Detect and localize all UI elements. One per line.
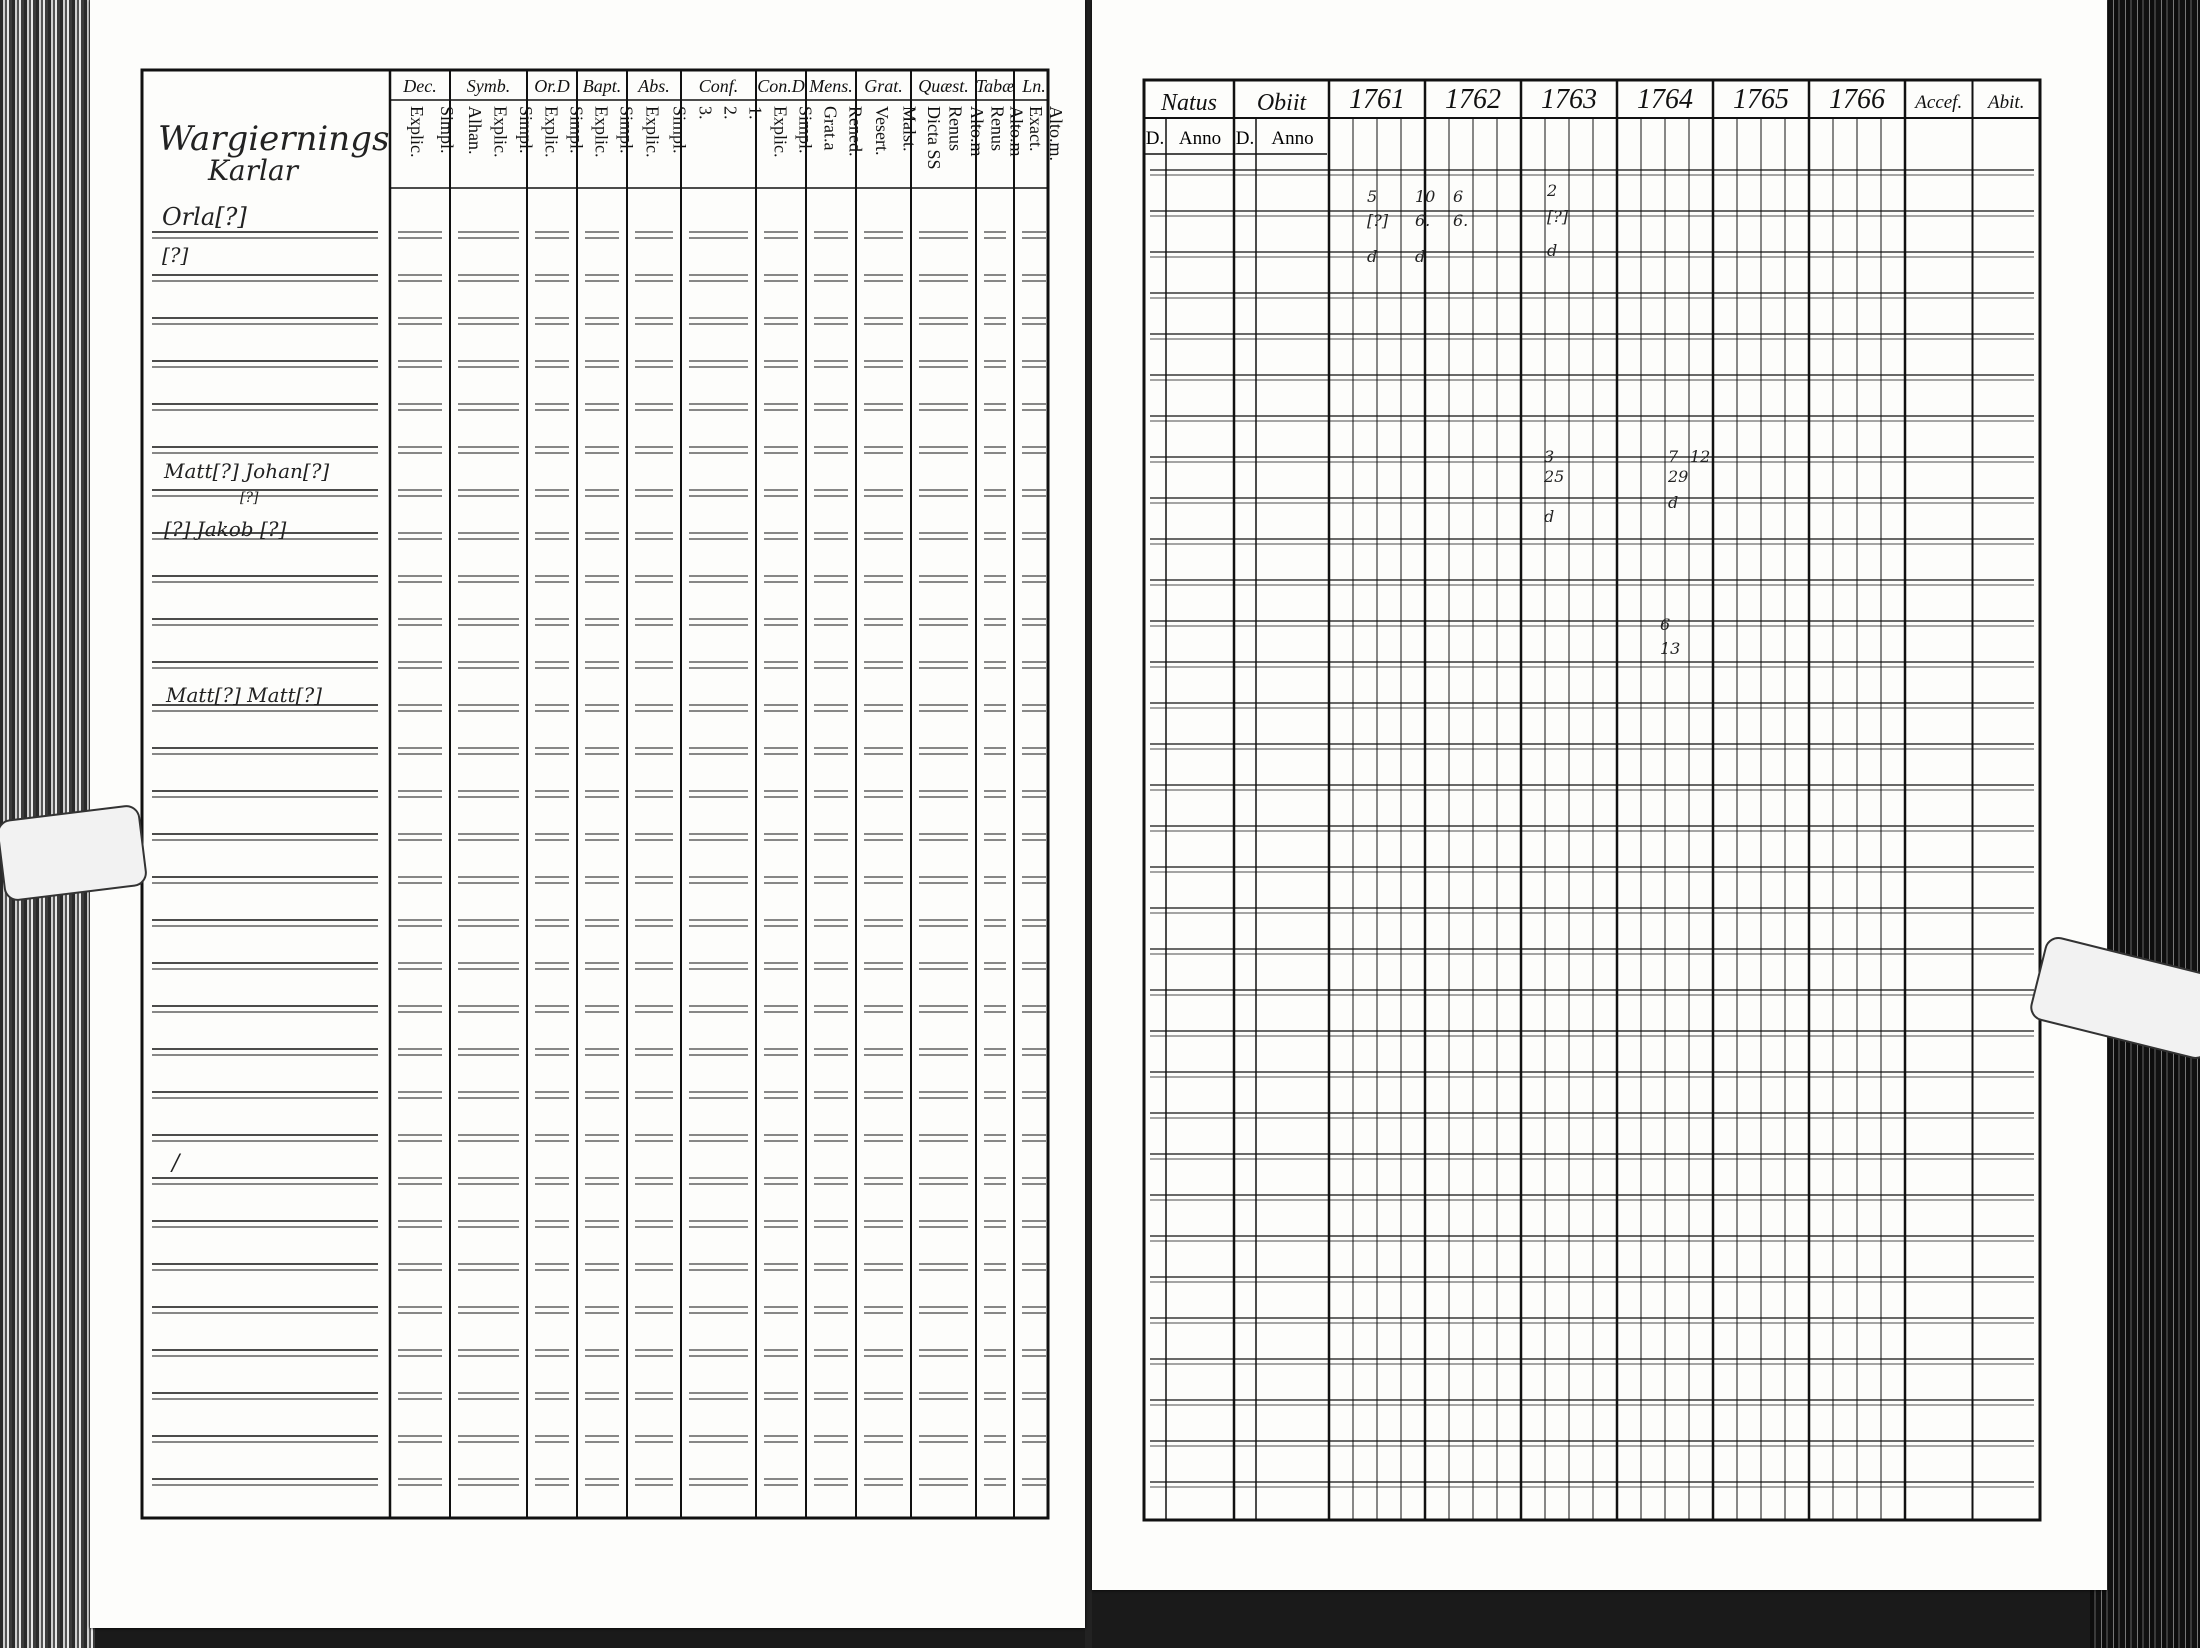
column-subheader: Dicta SS bbox=[923, 106, 944, 170]
column-header: Abs. bbox=[638, 76, 670, 96]
column-subheader: Exact. bbox=[1026, 106, 1046, 152]
column-subheader: Simpl. bbox=[516, 106, 537, 154]
left-register-table bbox=[90, 0, 1085, 1628]
page-title-line2: Karlar bbox=[208, 154, 299, 187]
column-subheader: Alto.m. bbox=[1046, 106, 1066, 162]
register-mark: 6 bbox=[1453, 187, 1464, 206]
register-entry: Matt[?] Matt[?] bbox=[166, 683, 322, 707]
column-subheader: Renus bbox=[987, 106, 1008, 151]
register-entry: [?] bbox=[162, 243, 189, 267]
register-mark: 7 bbox=[1668, 447, 1679, 466]
subheader-year: Anno bbox=[1178, 128, 1222, 149]
column-subheader: Grat.a bbox=[820, 106, 841, 151]
column-header: Con.D bbox=[757, 76, 805, 96]
register-mark: d bbox=[1668, 493, 1679, 512]
year-header: 1766 bbox=[1829, 84, 1885, 115]
year-header: 1761 bbox=[1349, 84, 1405, 115]
register-mark: 6 bbox=[1660, 615, 1671, 634]
column-subheader: Alhan. bbox=[464, 106, 485, 155]
column-subheader: Alto.m bbox=[1006, 106, 1027, 157]
register-mark: d bbox=[1547, 241, 1558, 260]
tail-header: Abit. bbox=[1988, 92, 2025, 113]
column-header: Mens. bbox=[809, 76, 853, 96]
register-mark: 10 bbox=[1415, 187, 1436, 206]
year-header: 1765 bbox=[1733, 84, 1789, 115]
register-mark: 12 bbox=[1690, 447, 1711, 466]
register-entry: Matt[?] Johan[?] bbox=[164, 459, 330, 483]
register-mark: 6. bbox=[1453, 211, 1469, 230]
book-gutter bbox=[1085, 0, 1092, 1648]
column-subheader: Simpl. bbox=[616, 106, 637, 154]
column-subheader: Simpl. bbox=[669, 106, 690, 154]
column-subheader: 2. bbox=[720, 106, 741, 120]
column-subheader: Alto.m bbox=[967, 106, 988, 157]
subheader-year: Anno bbox=[1271, 128, 1314, 149]
register-entry: [?] Jakob [?] bbox=[164, 517, 287, 541]
register-entry: [?] bbox=[240, 490, 259, 506]
column-header: Tabæ bbox=[975, 76, 1015, 96]
column-header: Or.D bbox=[534, 76, 570, 96]
register-mark: 6. bbox=[1415, 211, 1431, 230]
column-subheader: Explic. bbox=[407, 106, 427, 158]
column-subheader: Renus bbox=[945, 106, 966, 151]
register-mark: d bbox=[1367, 247, 1378, 266]
column-header: Bapt. bbox=[582, 76, 622, 96]
thumb-holding-page-left bbox=[0, 804, 148, 903]
register-mark: 3 bbox=[1544, 447, 1555, 466]
register-mark: 25 bbox=[1544, 467, 1565, 486]
year-header: 1762 bbox=[1445, 84, 1501, 115]
tail-header: Accef. bbox=[1915, 92, 1963, 113]
column-subheader: Simpl. bbox=[566, 106, 587, 154]
subheader-day: D. bbox=[1145, 128, 1165, 149]
obiit-header: Obiit bbox=[1256, 90, 1307, 116]
column-subheader: Malst. bbox=[899, 106, 920, 152]
column-subheader: Explic. bbox=[591, 106, 612, 158]
year-header: 1764 bbox=[1637, 84, 1693, 115]
register-entry: Orla[?] bbox=[162, 203, 247, 231]
left-table-border bbox=[142, 70, 1048, 1518]
column-subheader: Explic. bbox=[490, 106, 511, 158]
subheader-day: D. bbox=[1235, 128, 1255, 149]
column-header: Conf. bbox=[698, 76, 739, 96]
column-header: Dec. bbox=[403, 76, 437, 96]
column-header: Ln. bbox=[1022, 76, 1046, 96]
column-subheader: Simpl. bbox=[437, 106, 457, 154]
register-mark: 5 bbox=[1367, 187, 1378, 206]
register-mark: d bbox=[1415, 247, 1426, 266]
right-page bbox=[1092, 0, 2107, 1590]
column-subheader: Explic. bbox=[770, 106, 791, 158]
column-subheader: Rened. bbox=[845, 106, 866, 157]
column-subheader: Explic. bbox=[541, 106, 562, 158]
column-subheader: Explic. bbox=[642, 106, 663, 158]
column-subheader: Vesert. bbox=[871, 106, 892, 156]
column-header: Grat. bbox=[864, 76, 903, 96]
right-register-table bbox=[1092, 0, 2107, 1590]
year-header: 1763 bbox=[1541, 84, 1597, 115]
column-subheader: 3. bbox=[695, 106, 716, 120]
left-page bbox=[90, 0, 1085, 1628]
register-mark: d bbox=[1544, 507, 1555, 526]
register-entry: / bbox=[172, 1151, 180, 1176]
column-header: Quæst. bbox=[918, 76, 969, 96]
register-mark: [?] bbox=[1367, 211, 1389, 230]
natus-header: Natus bbox=[1160, 90, 1218, 116]
column-subheader: Simpl. bbox=[795, 106, 816, 154]
register-mark: [?] bbox=[1547, 207, 1569, 226]
column-subheader: 1. bbox=[745, 106, 766, 120]
register-mark: 13 bbox=[1660, 639, 1681, 658]
column-header: Symb. bbox=[466, 76, 511, 96]
register-mark: 29 bbox=[1668, 467, 1689, 486]
page-title: Wargiernings bbox=[158, 119, 390, 159]
register-mark: 2 bbox=[1547, 181, 1558, 200]
